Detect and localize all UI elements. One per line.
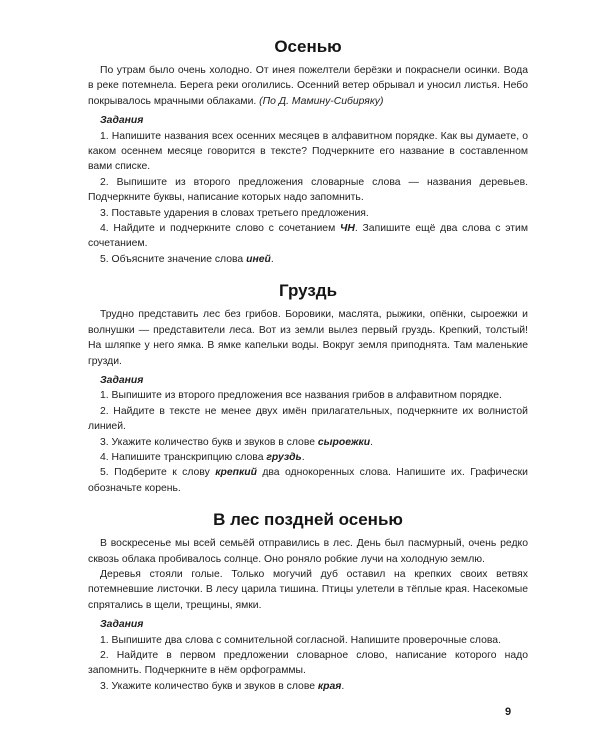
task-text-after: . <box>301 451 305 463</box>
section-paragraph: В воскресенье мы всей семьёй отправились в лес. День был пасмурный, очень редко сквозь облака пробивалось солнце. Оно роняло робкие лучи на холодную землю. <box>88 538 528 565</box>
task-item <box>88 679 528 694</box>
task-keyword: сыроежки <box>317 436 371 448</box>
task-item: 1. Напишите названия всех осенних месяцев в алфавитном порядке. Как вы думаете, о каком осеннем месяце говорится в тексте? Подчеркните его название в составленном вами списке. <box>88 130 528 173</box>
tasks-heading: Задания <box>100 619 144 631</box>
task-item: 2. Выпишите из второго предложения словарные слова — названия деревьев. Подчеркните буквы, написание которых надо запомнить. <box>88 176 528 204</box>
text-body: По утрам было очень холодно. От инея пожелтели берёзки и покраснели осинки. Вода в реке потемнела. Берега реки оголились. Осенний ветер обрывал и уносил листья. Небо покрывалось мрачными облаками. <box>88 65 528 107</box>
task-keyword: крепкий <box>215 467 257 479</box>
task-keyword: иней <box>246 253 271 265</box>
task-item: 3. Поставьте ударения в словах третьего предложения. <box>100 207 369 219</box>
task-text-after: . <box>370 436 374 448</box>
section-gruzd <box>88 280 528 496</box>
task-text: 4. Найдите и подчеркните слово с сочетанием <box>100 223 336 235</box>
section-late-autumn-forest <box>88 509 528 694</box>
task-keyword: ЧН <box>340 223 355 235</box>
page-number: 9 <box>505 706 512 718</box>
task-item: 2. Найдите в тексте не менее двух имён прилагательных, подчеркните их волнистой линией. <box>88 405 528 433</box>
section-autumn <box>88 36 528 267</box>
task-text: 5. Объясните значение слова <box>100 253 244 265</box>
task-text: 3. Укажите количество букв и звуков в слове <box>100 436 316 448</box>
task-item <box>88 252 528 267</box>
task-item: 1. Выпишите два слова с сомнительной согласной. Напишите проверочные слова. <box>100 634 501 646</box>
task-item <box>88 465 528 496</box>
section-title: Осенью <box>274 37 342 56</box>
task-text-after: . <box>341 680 345 692</box>
task-text-after: . Запишите ещё два слова с этим сочетанием. <box>88 223 529 250</box>
task-item <box>88 450 528 465</box>
text-source: (По Д. Мамину-Сибиряку) <box>259 95 384 107</box>
section-paragraph: Деревья стояли голые. Только могучий дуб оставил на крепких своих ветвях потемневшие листочки. В лесу царила тишина. Птицы улетели в тёплые края. Насекомые спрятались в щели, трещины, ямки. <box>88 568 528 611</box>
task-item: 1. Выпишите из второго предложения все названия грибов в алфавитном порядке. <box>100 390 502 402</box>
task-keyword: груздь <box>266 451 302 463</box>
section-text <box>88 63 528 109</box>
task-keyword: края <box>317 680 342 692</box>
tasks-heading: Задания <box>100 374 144 386</box>
section-title: В лес поздней осенью <box>213 510 403 530</box>
page-content <box>88 36 528 707</box>
task-item: 2. Найдите в первом предложении словарное слово, написание которого надо запомнить. Подчеркните в нём орфограммы. <box>88 650 528 677</box>
tasks-heading: Задания <box>100 115 144 127</box>
task-text-after: два однокоренных слова. Напишите их. Графически обозначьте корень. <box>88 467 528 494</box>
task-item <box>88 221 528 252</box>
section-title: Груздь <box>278 281 338 301</box>
task-item <box>88 435 528 450</box>
section-text: Трудно представить лес без грибов. Боровики, маслята, рыжики, опёнки, сыроежки и волнушки — представители леса. Вот из земли вылез первый груздь. Крепкий, толстый! На шляпке у него ямка. В ямке капельки воды. Вокруг земля приподнята. Там маленькие грузди. <box>88 309 528 367</box>
task-text: 5. Подберите к слову <box>100 467 210 479</box>
task-text: 3. Укажите количество букв и звуков в слове <box>100 680 316 692</box>
task-text-after: . <box>270 253 274 265</box>
task-text: 4. Напишите транскрипцию слова <box>100 451 264 463</box>
